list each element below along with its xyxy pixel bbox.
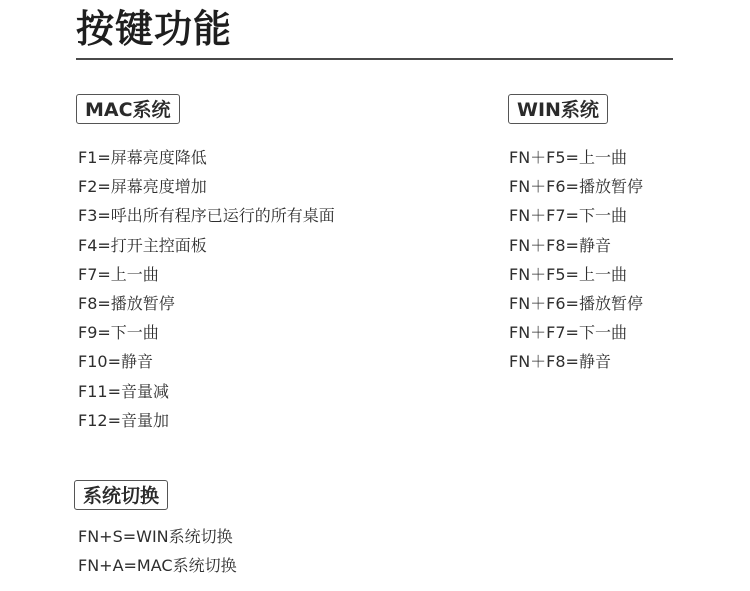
win-section-label: WIN系统 — [508, 94, 608, 124]
list-item: F3=呼出所有程序已运行的所有桌面 — [78, 206, 335, 226]
list-item: F8=播放暂停 — [78, 293, 175, 313]
mac-section-label: MAC系统 — [76, 94, 180, 124]
title-divider — [76, 58, 673, 60]
list-item: F10=静音 — [78, 352, 153, 372]
system-switch-list — [78, 522, 237, 580]
system-switch-section-label: 系统切换 — [74, 480, 168, 510]
list-item: FN＋F8=静音 — [509, 235, 611, 255]
list-item: F2=屏幕亮度增加 — [78, 177, 207, 197]
list-item: FN＋F5=上一曲 — [509, 264, 627, 284]
list-item: FN＋F5=上一曲 — [509, 148, 627, 167]
list-item: F1=屏幕亮度降低 — [78, 148, 207, 167]
list-item: F4=打开主控面板 — [78, 235, 207, 255]
list-item: FN+A=MAC系统切换 — [78, 556, 237, 576]
list-item: F11=音量减 — [78, 381, 169, 401]
win-key-list — [509, 143, 643, 377]
list-item: FN＋F7=下一曲 — [509, 206, 627, 226]
list-item: FN+S=WIN系统切换 — [78, 527, 233, 546]
list-item: FN＋F7=下一曲 — [509, 323, 627, 343]
page-title: 按键功能 — [76, 7, 233, 51]
list-item: F7=上一曲 — [78, 264, 159, 284]
list-item: FN＋F6=播放暂停 — [509, 293, 643, 313]
list-item: F9=下一曲 — [78, 323, 159, 343]
list-item: F12=音量加 — [78, 410, 169, 430]
list-item: FN＋F8=静音 — [509, 352, 611, 372]
list-item: FN＋F6=播放暂停 — [509, 177, 643, 197]
mac-key-list — [78, 143, 335, 435]
